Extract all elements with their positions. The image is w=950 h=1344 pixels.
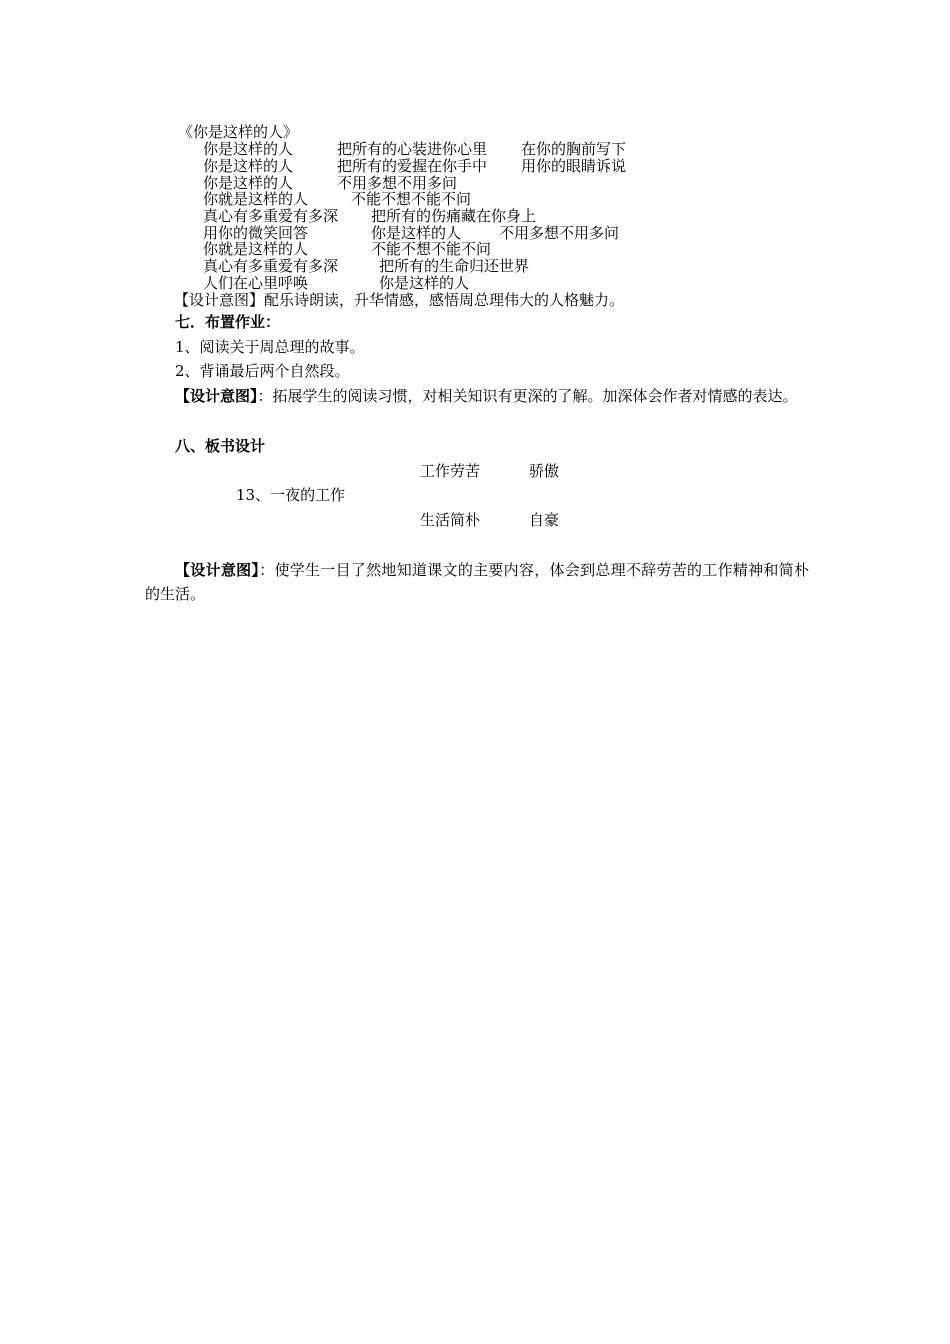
poem-phrase: 把所有的心装进你心里 <box>337 140 488 158</box>
poem-phrase: 不用多想不用多问 <box>337 174 458 192</box>
homework-item: 1、阅读关于周总理的故事。 <box>175 338 365 356</box>
section7-intent <box>145 384 809 408</box>
section8-heading: 八、板书设计 <box>175 437 266 455</box>
poem-phrase: 你就是这样的人 <box>203 240 309 258</box>
poem-phrase: 不能不想不能不问 <box>351 190 472 208</box>
poem-phrase: 把所有的伤痛藏在你身上 <box>371 207 537 225</box>
intent-text: ：使学生一目了然地知道课文的主要内容，体会到总理不辞劳苦的工作精神和简朴的生活。 <box>145 561 809 603</box>
poem-phrase: 你是这样的人 <box>203 140 294 158</box>
poem-phrase: 你是这样的人 <box>379 274 470 292</box>
poem-phrase: 你是这样的人 <box>371 224 462 242</box>
intent-label: 【设计意图】 <box>175 387 258 405</box>
board-item: 骄傲 <box>529 462 560 480</box>
poem-phrase: 你是这样的人 <box>203 157 294 175</box>
board-title: 13、一夜的工作 <box>236 486 346 504</box>
intent-label: 【设计意图】 <box>175 561 260 579</box>
poem-phrase: 用你的眼睛诉说 <box>521 157 627 175</box>
section7-heading: 七．布置作业： <box>175 313 281 331</box>
poem-phrase: 你是这样的人 <box>203 174 294 192</box>
section8-intent <box>145 558 809 606</box>
homework-item: 2、背诵最后两个自然段。 <box>175 362 350 380</box>
board-item: 工作劳苦 <box>420 462 481 480</box>
poem-phrase: 真心有多重爱有多深 <box>203 207 339 225</box>
poem-phrase: 人们在心里呼唤 <box>203 274 309 292</box>
poem-phrase: 你就是这样的人 <box>203 190 309 208</box>
poem-phrase: 用你的微笑回答 <box>203 224 309 242</box>
poem-phrase: 不用多想不用多问 <box>499 224 620 242</box>
poem-phrase: 真心有多重爱有多深 <box>203 257 339 275</box>
board-item: 自豪 <box>529 511 560 529</box>
poem-phrase: 在你的胸前写下 <box>521 140 627 158</box>
poem-phrase: 把所有的生命归还世界 <box>379 257 530 275</box>
poem-intent: 【设计意图】配乐诗朗读，升华情感，感悟周总理伟大的人格魅力。 <box>174 291 625 309</box>
poem-phrase: 不能不想不能不问 <box>371 240 492 258</box>
poem-phrase: 把所有的爱握在你手中 <box>337 157 488 175</box>
poem-title: 《你是这样的人》 <box>178 123 299 141</box>
board-item: 生活简朴 <box>420 511 481 529</box>
intent-text: ：拓展学生的阅读习惯，对相关知识有更深的了解。加深体会作者对情感的表达。 <box>257 387 798 405</box>
